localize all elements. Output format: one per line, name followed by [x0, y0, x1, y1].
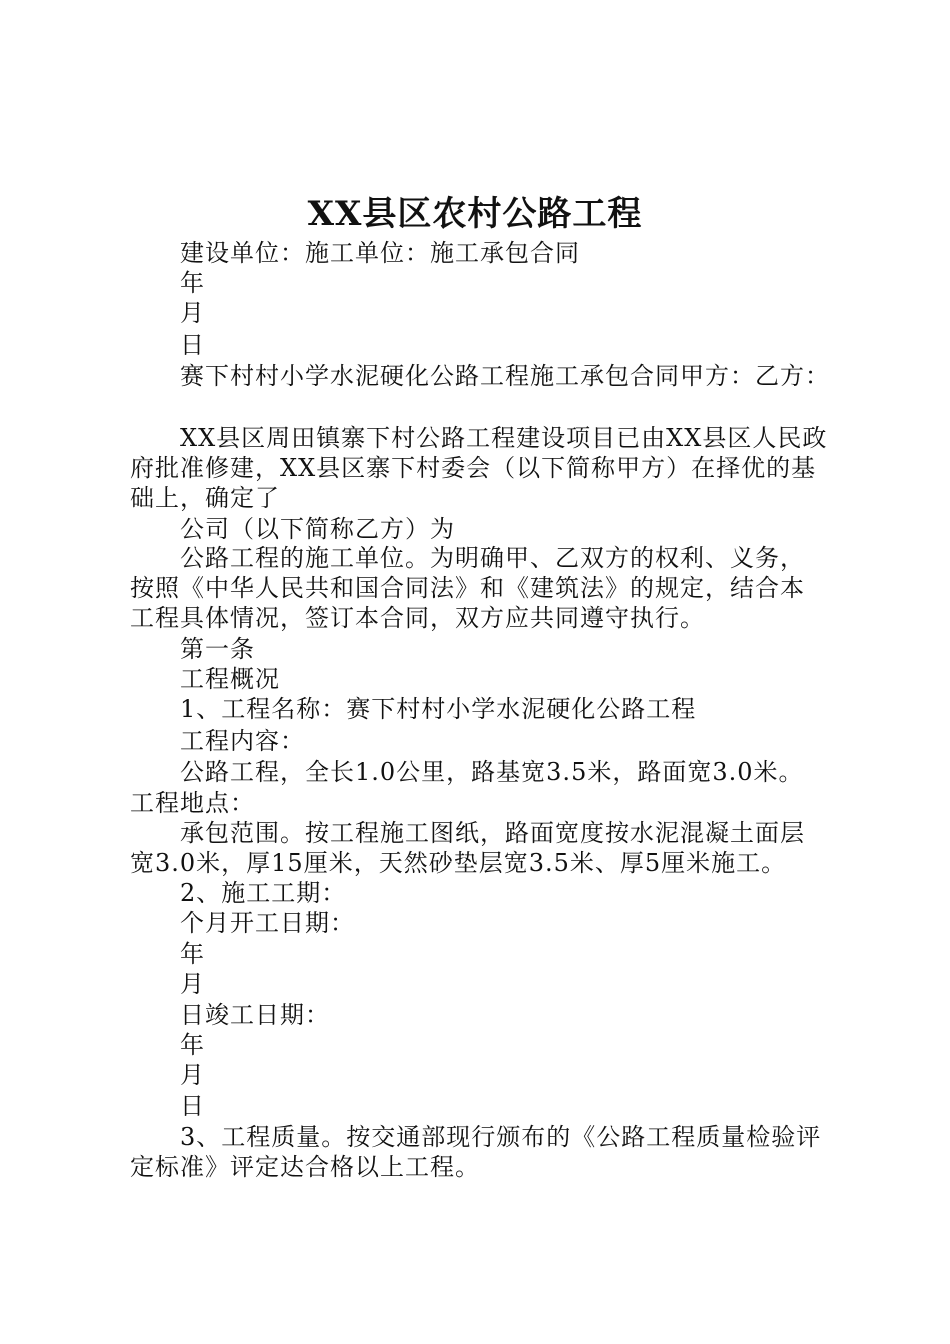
date-month: 月 — [180, 970, 205, 998]
date-day: 日 — [180, 331, 205, 359]
contract-title-line: 赛下村村小学水泥硬化公路工程施工承包合同甲方：乙方： — [180, 362, 830, 390]
article-heading: 第一条 — [180, 635, 255, 663]
header-line: 建设单位：施工单位：施工承包合同 — [180, 239, 580, 267]
purpose-line: 按照《中华人民共和国合同法》和《建筑法》的规定，结合本 — [130, 574, 805, 602]
date-year: 年 — [180, 1031, 205, 1059]
completion-line: 日竣工日期： — [180, 1001, 330, 1029]
intro-line: 府批准修建，XX县区寨下村委会（以下简称甲方）在择优的基 — [130, 454, 817, 482]
company-line: 公司（以下简称乙方）为 — [180, 515, 455, 543]
item-duration: 2、施工工期： — [180, 879, 347, 907]
intro-line: 础上，确定了 — [130, 484, 280, 512]
duration-line: 个月开工日期： — [180, 909, 355, 937]
purpose-line: 公路工程的施工单位。为明确甲、乙双方的权利、义务， — [180, 544, 805, 572]
article-title: 工程概况 — [180, 665, 280, 693]
date-month: 月 — [180, 1061, 205, 1089]
item-project-name: 1、工程名称：赛下村村小学水泥硬化公路工程 — [180, 695, 697, 723]
location-label: 工程地点： — [130, 789, 255, 817]
item-quality: 定标准》评定达合格以上工程。 — [130, 1153, 480, 1181]
date-year: 年 — [180, 269, 205, 297]
purpose-line: 工程具体情况，签订本合同，双方应共同遵守执行。 — [130, 604, 705, 632]
scope-line: 承包范围。按工程施工图纸，路面宽度按水泥混凝土面层 — [180, 819, 805, 847]
date-day: 日 — [180, 1092, 205, 1120]
scope-line: 宽3.0米，厚15厘米，天然砂垫层宽3.5米、厚5厘米施工。 — [130, 849, 787, 877]
date-year: 年 — [180, 940, 205, 968]
content-line: 公路工程，全长1.0公里，路基宽3.5米，路面宽3.0米。 — [180, 758, 804, 786]
document-title: XX县区农村公路工程 — [307, 194, 643, 234]
content-label: 工程内容： — [180, 727, 305, 755]
intro-line: XX县区周田镇寨下村公路工程建设项目已由XX县区人民政 — [180, 424, 828, 452]
item-quality: 3、工程质量。按交通部现行颁布的《公路工程质量检验评 — [180, 1123, 822, 1151]
date-month: 月 — [180, 299, 205, 327]
